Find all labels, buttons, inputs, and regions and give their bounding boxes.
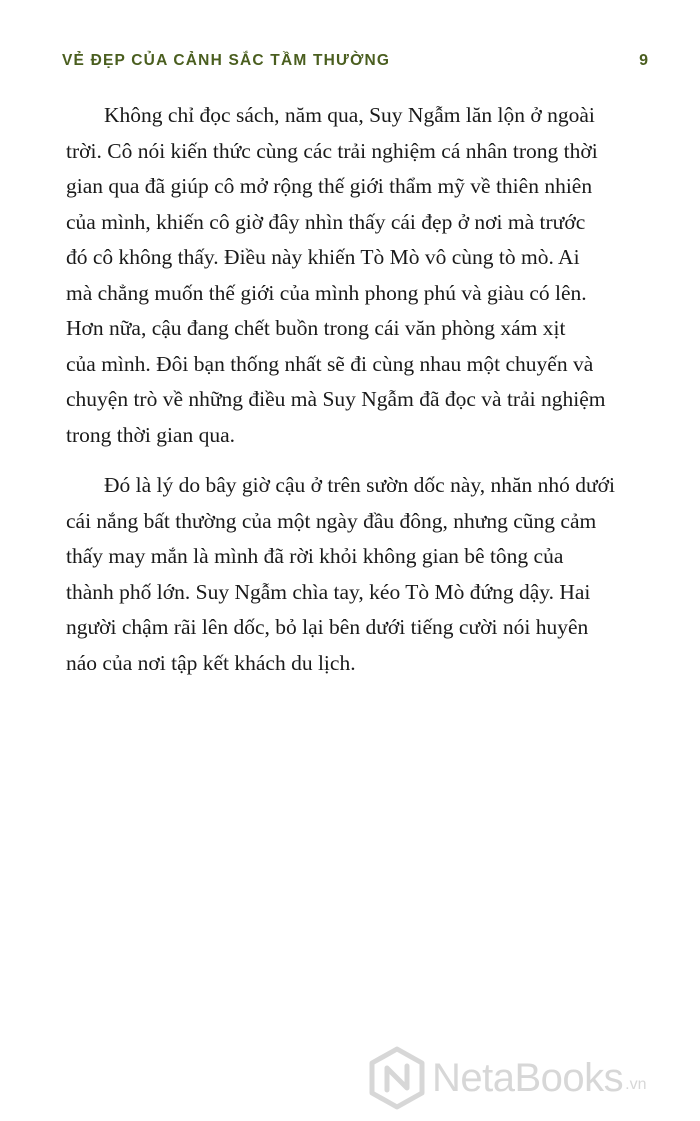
watermark-brand: NetaBooks — [432, 1055, 624, 1100]
text-line: đó cô không thấy. Điều này khiến Tò Mò vô cùng tò mò. Ai — [66, 245, 580, 269]
body-text — [66, 98, 659, 681]
text-line: Hơn nữa, cậu đang chết buồn trong cái văn phòng xám xịt — [66, 316, 566, 340]
text-line: trong thời gian qua. — [66, 422, 236, 447]
text-line: náo của nơi tập kết khách du lịch. — [66, 650, 356, 675]
text-line: Không chỉ đọc sách, năm qua, Suy Ngẫm lăn lộn ở ngoài — [104, 103, 595, 127]
watermark — [368, 1043, 647, 1113]
text-line: gian qua đã giúp cô mở rộng thế giới thẩm mỹ về thiên nhiên — [66, 174, 593, 198]
text-line: người chậm rãi lên dốc, bỏ lại bên dưới tiếng cười nói huyên — [66, 615, 589, 639]
text-line: Đó là lý do bây giờ cậu ở trên sườn dốc này, nhăn nhó dưới — [104, 473, 616, 497]
watermark-suffix: .vn — [625, 1076, 647, 1093]
text-line: của mình. Đôi bạn thống nhất sẽ đi cùng nhau một chuyến và — [66, 351, 594, 376]
netabooks-logo-icon — [368, 1046, 426, 1110]
paragraph-2 — [66, 468, 659, 681]
page-number: 9 — [639, 52, 648, 69]
text-line: chuyện trò về những điều mà Suy Ngẫm đã đọc và trải nghiệm — [66, 387, 606, 411]
text-line: trời. Cô nói kiến thức cùng các trải nghiệm cá nhân trong thời — [66, 138, 598, 163]
text-line: thành phố lớn. Suy Ngẫm chìa tay, kéo Tò Mò đứng dậy. Hai — [66, 579, 591, 604]
text-line: của mình, khiến cô giờ đây nhìn thấy cái đẹp ở nơi mà trước — [66, 209, 586, 234]
chapter-title: VẺ ĐẸP CỦA CẢNH SẮC TẦM THƯỜNG — [62, 52, 391, 69]
text-line: thấy may mắn là mình đã rời khỏi không gian bê tông của — [66, 544, 564, 568]
text-line: mà chẳng muốn thế giới của mình phong phú và giàu có lên. — [66, 280, 587, 305]
paragraph-1 — [66, 98, 659, 453]
running-head — [62, 50, 648, 72]
text-line: cái nắng bất thường của một ngày đầu đông, nhưng cũng cảm — [66, 508, 597, 533]
